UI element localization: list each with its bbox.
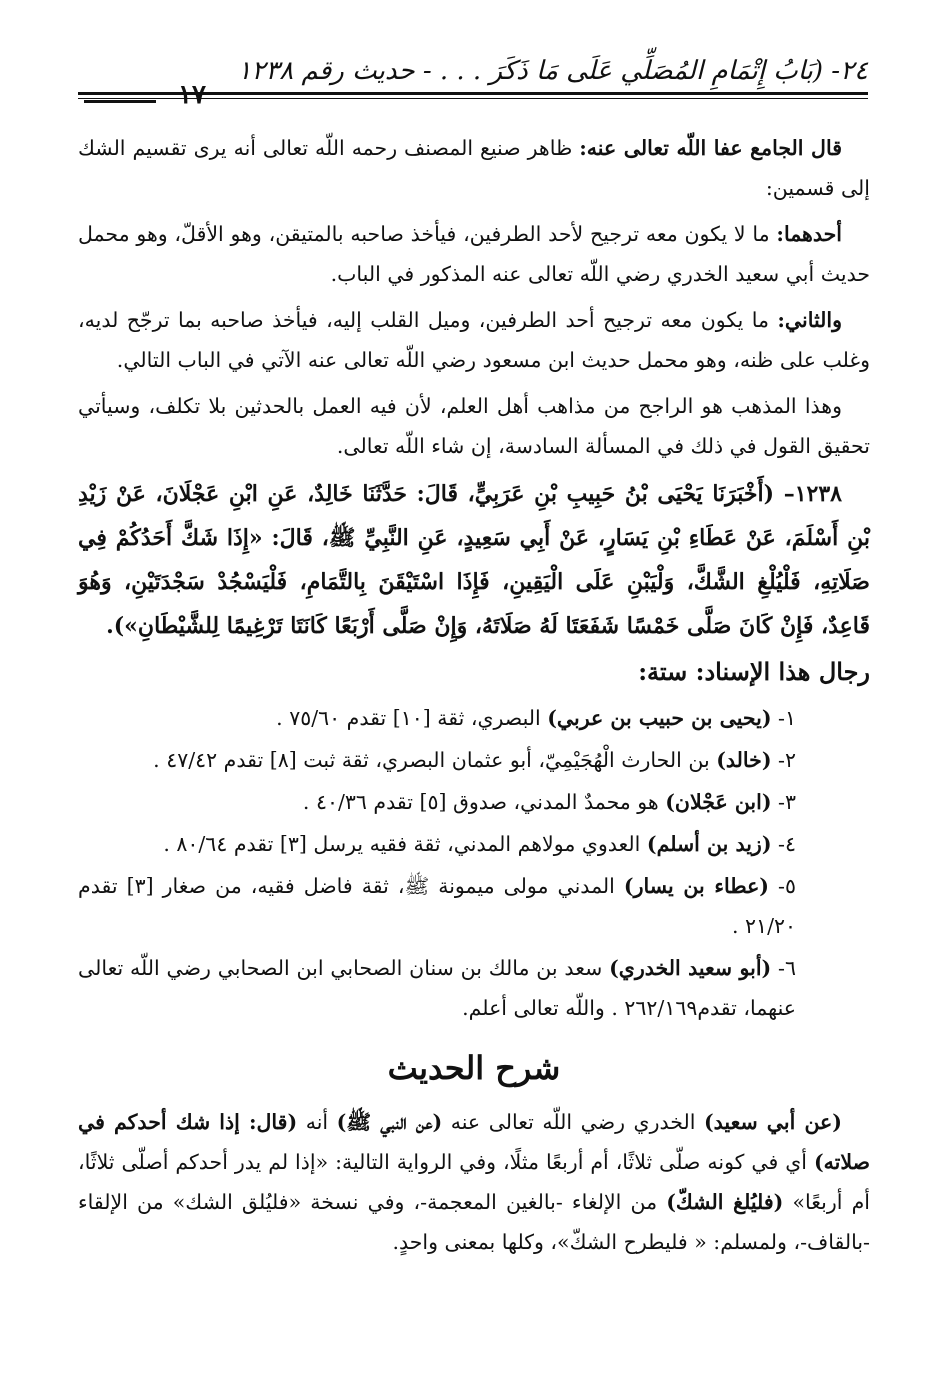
body-text: ما لا يكون معه ترجيح لأحد الطرفين، فيأخذ صاحبه بالمتيقن، وهو الأقلّ، وهو محمل حديث أبي سعيد الخدري رضي اللّه تعالى عنه المذكور في الباب.	[78, 222, 870, 286]
narrator-info: المدني مولى ميمونة ﷺ، ثقة فاضل فقيه، من صغار [٣] تقدم ٢١/٢٠ .	[78, 874, 796, 938]
narrator-number: ٥-	[769, 874, 796, 898]
narrator-name: (يحيى بن حبيب بن عربي)	[547, 706, 772, 730]
narrators-title: رجال هذا الإسناد: ستة:	[638, 657, 870, 686]
quote-bold: (عن أبي سعيد)	[703, 1110, 842, 1134]
narrator-number: ١-	[771, 706, 796, 730]
body-text: من الإلغاء -بالغين المعجمة-، وفي نسخة «فليُلق الشك» من الإلقاء -بالقاف-، ولمسلم: « فليطرح الشكّ»، وكلها بمعنى واحدٍ.	[78, 1190, 870, 1254]
narrator-info: سعد بن مالك بن سنان الصحابي ابن الصحابي رضي اللّه تعالى عنهما، تقدم٢٦٢/١٦٩ . واللّه تعالى أعلم.	[78, 956, 796, 1020]
page-header	[78, 56, 868, 110]
narrator-number: ٦-	[771, 956, 796, 980]
lead-text: والثاني:	[777, 308, 842, 332]
page-number-rule	[84, 92, 156, 95]
lead-text: أحدهما:	[776, 222, 842, 246]
narrator-name: (عطاء بن يسار)	[623, 874, 770, 898]
narrator-info: بن الحارث الْهُجَيْمِيّ، أبو عثمان البصري، ثقة ثبت [٨] تقدم ٤٧/٤٢ .	[153, 748, 717, 772]
page-number: ١٧	[178, 80, 206, 110]
page-body	[78, 128, 870, 1268]
hadith-text: ١٢٣٨– (أَخْبَرَنَا يَحْيَى بْنُ حَبِيبِ بْنِ عَرَبِيٍّ، قَالَ: حَدَّثَنَا خَالِدٌ، عَنِ ابْنِ عَجْلَانَ، عَنْ زَيْدِ بْنِ أَسْلَمَ، عَنْ عَطَاءِ بْنِ يَسَارٍ، عَنْ أَبِي سَعِيدٍ، عَنِ النَّبِيِّ ﷺ، قَالَ: «إِذَا شَكَّ أَحَدُكُمْ فِي صَلَاتِهِ، فَلْيُلْغِ الشَّكَّ، وَلْيَبْنِ عَلَى الْيَقِينِ، فَإِذَا اسْتَيْقَنَ بِالتَّمَامِ، فَلْيَسْجُدْ سَجْدَتَيْنِ، وَهُوَ قَاعِدٌ، فَإِنْ كَانَ صَلَّى خَمْسًا شَفَعَتَا لَهُ صَلَاتَهُ، وَإِنْ صَلَّى أَرْبَعًا كَانَتَا تَرْغِيمًا لِلشَّيْطَانِ»).	[78, 481, 870, 639]
narrator-info: البصري، ثقة [١٠] تقدم ٧٥/٦٠ .	[276, 706, 548, 730]
body-text: ظاهر صنيع المصنف رحمه اللّه تعالى أنه يرى تقسيم الشك إلى قسمين:	[78, 136, 870, 200]
narrator-info: العدوي مولاهم المدني، ثقة فقيه يرسل [٣] تقدم ٨٠/٦٤ .	[163, 832, 647, 856]
sharh-paragraph	[78, 1102, 870, 1262]
paragraph-second	[78, 300, 870, 380]
narrator-number: ٢-	[771, 748, 796, 772]
quote-bold: (عن النبي ﷺ)	[336, 1110, 443, 1134]
narrator-name: (خالد)	[716, 748, 772, 772]
sharh-heading: شرح الحديث	[387, 1049, 561, 1087]
narrator-item	[78, 948, 870, 1028]
body-text: أي في كونه صلّى ثلاثًا، أم أربعًا مثلًا، وفي الرواية التالية: «إذا لم يدر أحدكم أصلّى ثلاثًا، أم أربعًا»	[78, 1150, 870, 1214]
header-rule-thin	[78, 98, 868, 99]
narrator-item	[78, 782, 870, 822]
lead-text: قال الجامع عفا اللّه تعالى عنه:	[579, 136, 842, 160]
body-text: الخدري رضي اللّه تعالى عنه	[442, 1110, 704, 1134]
narrator-item	[78, 824, 870, 864]
quote-bold: (قال: إذا شك أحدكم في صلاته)	[78, 1110, 870, 1174]
paragraph-madhhab: وهذا المذهب هو الراجح من مذاهب أهل العلم، لأن فيه العمل بالحدثين بلا تكلف، وسيأتي تحقيق القول في ذلك في المسألة السادسة، إن شاء اللّه تعالى.	[78, 394, 870, 458]
body-text: أنه	[297, 1110, 337, 1134]
narrator-item	[78, 866, 870, 946]
narrator-name: (زيد بن أسلم)	[646, 832, 772, 856]
paragraph-first	[78, 214, 870, 294]
narrator-info: هو محمدٌ المدني، صدوق [٥] تقدم ٤٠/٣٦ .	[302, 790, 666, 814]
narrator-number: ٤-	[771, 832, 796, 856]
paragraph-comment	[78, 128, 870, 208]
narrator-item	[78, 698, 870, 738]
quote-bold: (فليُلغ الشكّ)	[666, 1190, 784, 1214]
narrator-name: (ابن عَجْلان)	[665, 790, 772, 814]
running-title: ٢٤- (بَابُ إِتْمَامِ المُصَلِّي عَلَى مَا ذَكَرَ . . . - حديث رقم ١٢٣٨	[237, 56, 868, 86]
header-rule	[78, 92, 868, 95]
narrator-name: (أبو سعيد الخدري)	[609, 956, 772, 980]
body-text: ما يكون معه ترجيح أحد الطرفين، وميل القلب إليه، فيأخذ صاحبه بما ترجّح لديه، وغلب على ظنه، وهو محمل حديث ابن مسعود رضي اللّه تعالى عنه الآتي في الباب التالي.	[78, 308, 870, 372]
page-number-rule-2	[84, 100, 156, 103]
narrator-number: ٣-	[771, 790, 796, 814]
narrator-item	[78, 740, 870, 780]
